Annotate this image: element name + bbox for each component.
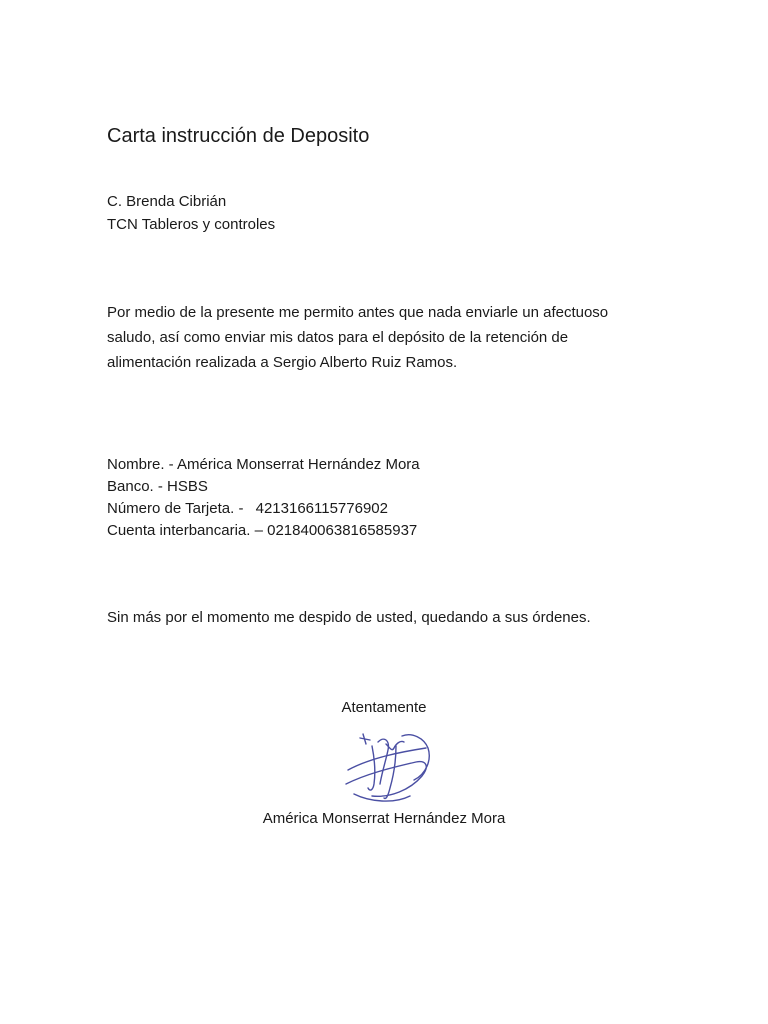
detail-row-name (107, 454, 420, 476)
detail-label: Banco. - (107, 478, 163, 495)
letter-body (107, 300, 667, 375)
detail-value: HSBS (167, 478, 208, 495)
handwritten-signature-icon (330, 726, 440, 806)
body-line: saludo, así como enviar mis datos para el depósito de la retención de (107, 329, 569, 346)
detail-label: Cuenta interbancaria. – (107, 522, 263, 539)
letter-title: Carta instrucción de Deposito (107, 125, 370, 147)
body-line: Por medio de la presente me permito antes que nada enviarle un afectuoso (107, 304, 609, 321)
signer-name: América Monserrat Hernández Mora (262, 810, 506, 827)
deposit-details (107, 454, 420, 542)
detail-label: Número de Tarjeta. - (107, 500, 244, 517)
recipient-name: C. Brenda Cibrián (107, 193, 227, 210)
regards: Atentamente (341, 699, 427, 716)
closing-sentence: Sin más por el momento me despido de usted, quedando a sus órdenes. (107, 609, 591, 626)
detail-value: 021840063816585937 (267, 522, 418, 539)
detail-value: América Monserrat Hernández Mora (177, 456, 420, 473)
detail-row-clabe (107, 520, 420, 542)
detail-row-bank (107, 476, 420, 498)
detail-value: 4213166115776902 (255, 500, 388, 517)
detail-row-card (107, 498, 420, 520)
recipient-block (107, 190, 275, 236)
detail-label: Nombre. - (107, 456, 174, 473)
body-line: alimentación realizada a Sergio Alberto Ruiz Ramos. (107, 354, 458, 371)
recipient-company: TCN Tableros y controles (107, 216, 276, 233)
